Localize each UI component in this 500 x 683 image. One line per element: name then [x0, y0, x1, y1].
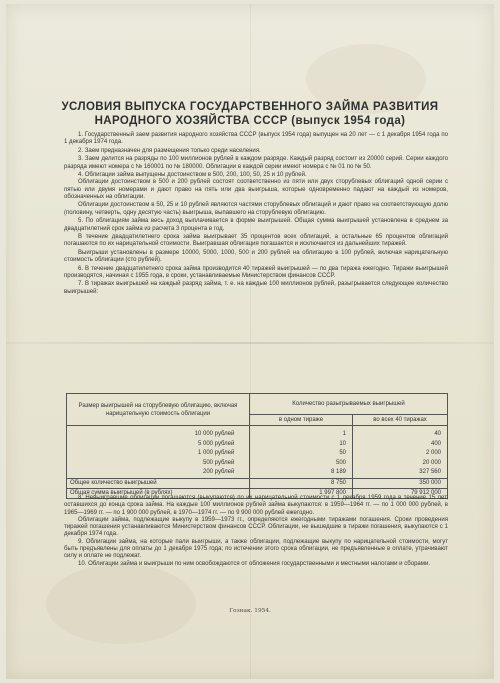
paragraph: 6. В течение двадцатилетнего срока займа производится 40 тиражей выигрышей — по два тиража ежегодно. Тиражи выигрышей производятся, начиная с 1955 года, в сроки, устанавливаемые Министерством финансов СССР.	[64, 265, 448, 279]
table-row-total-count	[67, 478, 448, 488]
prize-amount: 10 000 рублей	[67, 426, 250, 440]
prize-amount: 5 000 рублей	[67, 440, 250, 450]
count-all-draws: 40	[353, 426, 448, 440]
count-one-draw: 1	[250, 426, 353, 440]
paragraph: Облигации достоинством в 50, 25 и 10 рублей являются частями сторублевых облигаций и дают право на соответствующую долю (половину, четверть, одну десятую часть) выигрыша, выпавшего на сторублевую облигацию.	[64, 202, 448, 216]
paragraph: В течение двадцатилетнего срока займа выигрывает 35 процентов всех облигаций, а остальные 65 процентов облигаций погашаются по их нарицательной стоимости. Выигравшая облигация погашается и исключается из дальнейших тиражей.	[64, 233, 448, 248]
table-row	[67, 449, 448, 459]
paragraph: 10. Облигации займа и выигрыши по ним освобождаются от обложения государственными и местными налогами и сборами.	[78, 560, 431, 567]
conditions-text	[64, 132, 448, 296]
document-title	[26, 100, 474, 128]
count-all-draws: 20 000	[353, 459, 448, 469]
prize-amount: 1 000 рублей	[67, 449, 250, 459]
conditions-text-continued	[64, 495, 448, 568]
count-all-draws: 327 560	[353, 468, 448, 478]
total-sum-label: Общая сумма выигрышей (в рублях)	[67, 488, 250, 498]
paragraph: 2. Заем предназначен для размещения только среди населения.	[78, 147, 261, 154]
paragraph: 4. Облигации займа выпущены достоинством в 500, 200, 100, 50, 25 и 10 рублей.	[78, 172, 307, 179]
table-row	[67, 440, 448, 450]
paragraph: 5. По облигациям займа весь доход выплачивается в форме выигрышей. Общая сумма выигрышей установлена в среднем за двадцатилетний срок займа из расчета 3 процента в год.	[64, 218, 448, 232]
paragraph: 9. Облигации займа, на которые пали выигрыши, а также облигации, подлежащие выкупу по нарицательной стоимости, могут быть предъявлены для оплаты до 1 декабря 1975 года; по истечении этого срока облигации, не предъявленные в оплате, утрачивают силу и оплате не подлежат.	[64, 538, 448, 560]
count-all-draws: 400	[353, 440, 448, 450]
paragraph: 3. Заем делится на разряды по 100 миллионов рублей в каждом разряде. Каждый разряд состоит из 20000 серий. Серии каждого разряда имеют номера с № 160001 по № 180000. Облигации в каждой серии имеют номера с № 01 по № 50.	[64, 156, 448, 170]
col-group-header: Количество разыгрываемых выигрышей	[250, 394, 448, 415]
count-one-draw: 50	[250, 449, 353, 459]
col-header-prize-size: Размер выигрышей на сторублевую облигацию, включая нарицательную стоимость облигации	[67, 394, 250, 426]
paragraph: 1. Государственный заем развития народного хозяйства СССР (выпуск 1954 года) выпущен на 20 лет — с 1 декабря 1954 года по 1 декабря 1974 года.	[64, 132, 448, 146]
prize-table	[66, 393, 448, 499]
printer-imprint: Гознак. 1954.	[229, 608, 271, 614]
paper-stain	[46, 564, 196, 644]
total-sum-all-draws: 79 912 000	[353, 488, 448, 498]
count-one-draw: 8 189	[250, 468, 353, 478]
title-line-1: УСЛОВИЯ ВЫПУСКА ГОСУДАРСТВЕННОГО ЗАЙМА РАЗВИТИЯ	[61, 101, 439, 113]
paragraph: Облигации достоинством в 500 и 200 рублей состоят соответственно из пяти или двух сторублевых облигаций одной серии с пятью или двумя номерами и дают право на пять или два выигрыша, которые одновременно падают на каждый из номеров, обозначенных на облигации.	[64, 179, 448, 200]
total-count-all-draws: 350 000	[353, 478, 448, 488]
table-row	[67, 426, 448, 440]
total-sum-one-draw: 1 997 800	[250, 488, 353, 498]
count-one-draw: 10	[250, 440, 353, 450]
col-header-one-draw: в одном тираже	[250, 415, 353, 426]
total-count-label: Общее количество выигрышей	[67, 478, 250, 488]
total-count-one-draw: 8 750	[250, 478, 353, 488]
prize-amount: 200 рублей	[67, 468, 250, 478]
col-header-all-draws: во всех 40 тиражах	[353, 415, 448, 426]
paragraph: 8. Невыигравшие облигации погашаются (выкупаются) по их нарицательной стоимости с 1 декабря 1959 года в течение 15 лет, оставшихся до конца срока займа. На каждые 100 миллионов рублей займа выкупаются: в 1959—1964 гг. — по 1 000 000 рублей, в 1965—1969 гг. — по 1 900 000 рублей, в 1970—1974 гг. — по 9 900 000 рублей ежегодно.	[64, 495, 448, 516]
paragraph: Облигации займа, подлежащие выкупу в 1959—1973 гг., определяются ежегодными тиражами погашения. Сроки проведения тиражей погашения устанавливаются Министерством финансов СССР. Облигации, не вышедшие в тиражи погашения, выкупаются с 1 декабря 1974 года.	[64, 516, 448, 538]
table-row	[67, 459, 448, 469]
paragraph: Выигрыши установлены в размере 10000, 5000, 1000, 500 и 200 рублей на облигацию в 100 рублей, включая нарицательную стоимость облигации (сто рублей).	[64, 249, 448, 264]
paragraph: 7. В тиражах выигрышей на каждый разряд займа, т. е. на каждые 100 миллионов рублей, разыгрывается следующее количество выигрышей:	[64, 281, 448, 295]
count-all-draws: 2 000	[353, 449, 448, 459]
table-row	[67, 468, 448, 478]
bond-reverse-sheet	[6, 4, 494, 679]
prize-amount: 500 рублей	[67, 459, 250, 469]
count-one-draw: 500	[250, 459, 353, 469]
title-line-2: НАРОДНОГО ХОЗЯЙСТВА СССР (выпуск 1954 года)	[94, 115, 406, 127]
